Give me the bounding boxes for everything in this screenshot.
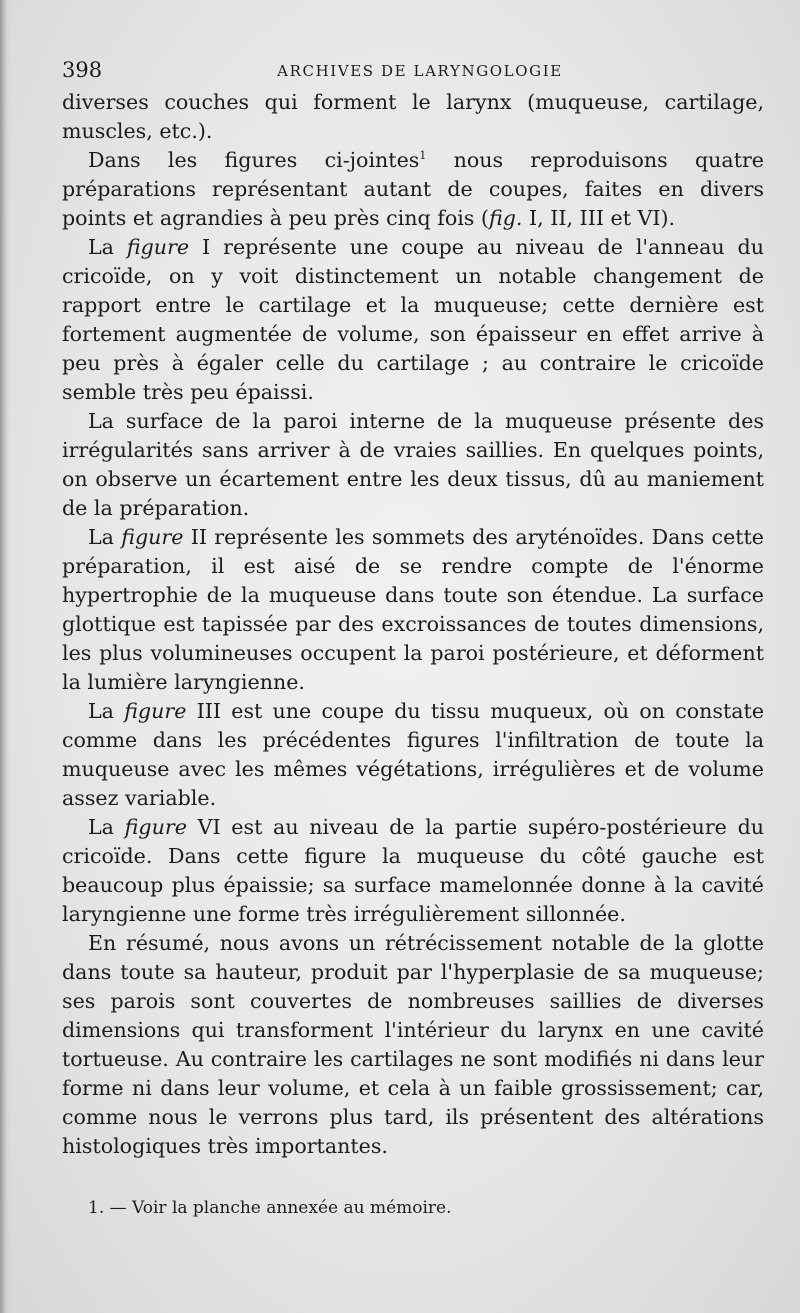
footnote-text: 1. — Voir la planche annexée au mémoire. (88, 1198, 452, 1218)
paragraph-figure-2 (62, 523, 764, 697)
page-number: 398 (62, 58, 103, 82)
italic-term: fig. (488, 206, 523, 230)
italic-term: figure (121, 525, 184, 549)
italic-term: figure (124, 815, 187, 839)
italic-term: figure (126, 235, 190, 259)
paragraph-text: diverses couches qui forment le larynx (muqueuse, cartilage, muscles, etc.). (62, 90, 764, 143)
paragraph-figure-6 (62, 813, 764, 929)
paragraph-figure-1 (62, 233, 764, 407)
footnote-marker: 1 (419, 149, 427, 163)
paragraph-text: I représente une coupe au niveau de l'anneau du cricoïde, on y voit distinctement un notable changement de rapport entre le cartilage et la muqueuse; cette dernière est fortement augmentée de volume, son épaisseur en effet arrive à peu près à égaler celle du cartilage ; au contraire le cricoïde semble très peu épaissi. (62, 235, 764, 404)
paragraph-text: II représente les sommets des aryténoïdes. Dans cette préparation, il est aisé de se rendre compte de l'énorme hypertrophie de la muqueuse dans toute son étendue. La surface glottique est tapissée par des excroissances de toutes dimensions, les plus volumineuses occupent la paroi postérieure, et déforment la lumière laryngienne. (62, 525, 764, 694)
paragraph-surface (62, 407, 764, 523)
paragraph-text: nous reproduisons quatre préparations représentant autant de coupes, faites en divers points et agrandies à peu près cinq fois ( (62, 148, 764, 230)
paragraph-text: La (88, 525, 122, 549)
italic-term: figure (124, 699, 187, 723)
paragraph-figure-3 (62, 697, 764, 813)
paragraph-text: VI est au niveau de la partie supéro-postérieure du cricoïde. Dans cette figure la muqueuse du côté gauche est beaucoup plus épaissie; sa surface mamelonnée donne à la cavité laryngienne une forme très irrégulièrement sillonnée. (62, 815, 765, 926)
paragraph-text: La (88, 235, 127, 259)
paragraph-figures-intro (62, 146, 764, 233)
paragraph-text: Dans les figures ci-jointes (88, 148, 420, 172)
footnote (88, 1196, 748, 1220)
paragraph-text: I, II, III et VI). (522, 206, 676, 230)
paragraph-text: La surface de la paroi interne de la muqueuse présente des irrégularités sans arriver à de vraies saillies. En quelques points, on observe un écartement entre les deux tissus, dû au maniement de la préparation. (62, 409, 764, 520)
running-head (62, 58, 738, 84)
paragraph-text: En résumé, nous avons un rétrécissement notable de la glotte dans toute sa hauteur, produit par l'hyperplasie de sa muqueuse; ses parois sont couvertes de nombreuses saillies de diverses dimensions qui transforment l'intérieur du larynx en une cavité tortueuse. Au contraire les cartilages ne sont modifiés ni dans leur forme ni dans leur volume, et cela à un faible grossissement; car, comme nous le verrons plus tard, ils présentent des altérations histologiques très importantes. (62, 931, 764, 1158)
paragraph-text: III est une coupe du tissu muqueux, où on constate comme dans les précédentes figures l'infiltration de toute la muqueuse avec les mêmes végétations, irrégulières et de volume assez variable. (62, 699, 765, 810)
paragraph-summary (62, 929, 764, 1161)
paragraph-text: La (88, 815, 125, 839)
journal-title: ARCHIVES DE LARYNGOLOGIE (277, 62, 563, 80)
paragraph-text: La (88, 699, 125, 723)
body-text (62, 88, 764, 1161)
paragraph-continuation (62, 88, 764, 146)
